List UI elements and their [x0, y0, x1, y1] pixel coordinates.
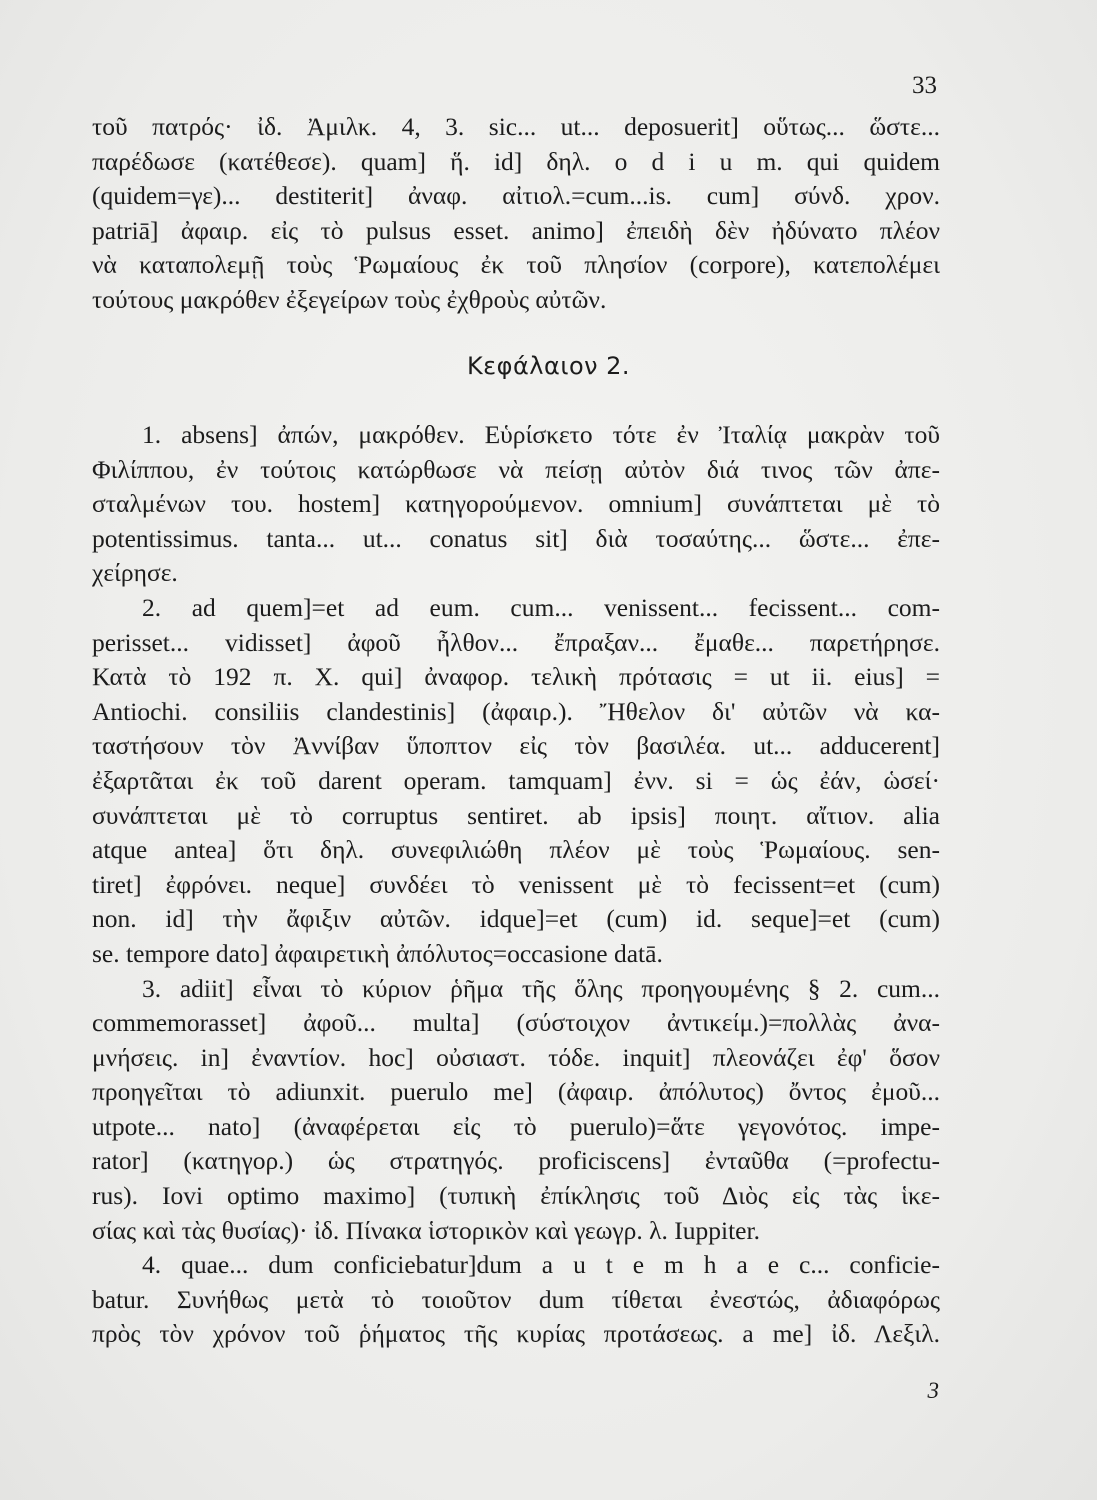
text-line: προηγεῖται τὸ adiunxit. puerulo me] (ἀφαιρ. ἀπόλυτος) ὄντος ἐμοῦ...	[92, 1077, 940, 1107]
text-line: μνήσεις. in] ἐναντίον. hoc] οὐσιαστ. τόδε. inquit] πλεονάζει ἐφ' ὅσον	[92, 1042, 940, 1072]
text-line: non. id] τὴν ἄφιξιν αὐτῶν. idque]=et (cum) id. seque]=et (cum)	[92, 904, 940, 934]
intro-paragraph	[92, 110, 940, 318]
text-line: (quidem=γε)... destiterit] ἀναφ. αἰτιολ.=cum...is. cum] σύνδ. χρον.	[92, 181, 940, 211]
text-line: patriā] ἀφαιρ. εἰς τὸ pulsus esset. animo] ἐπειδὴ δὲν ἠδύνατο πλέον	[92, 215, 940, 245]
signature-mark: 3	[927, 1378, 939, 1403]
text-line: potentissimus. tanta... ut... conatus sit] διὰ τοσαύτης... ὥστε... ἐπε-	[92, 523, 940, 553]
text-line: συνάπτεται μὲ τὸ corruptus sentiret. ab ipsis] ποιητ. αἴτιον. alia	[92, 800, 940, 830]
text-line: Κατὰ τὸ 192 π. Χ. qui] ἀναφορ. τελικὴ πρότασις = ut ii. eius] =	[92, 662, 940, 692]
text-line: νὰ καταπολεμῇ τοὺς Ῥωμαίους ἐκ τοῦ πλησίον (corpore), κατεπολέμει	[92, 250, 940, 280]
text-line: 4. quae... dum conficiebatur]dum a u t e m h a e c... conficie-	[142, 1250, 940, 1280]
text-line: πρὸς τὸν χρόνον τοῦ ῥήματος τῆς κυρίας προτάσεως. a me] ἰδ. Λεξιλ.	[92, 1319, 940, 1349]
text-line: utpote... nato] (ἀναφέρεται εἰς τὸ puerulo)=ἅτε γεγονότος. impe-	[92, 1111, 940, 1141]
text-line: tiret] ἐφρόνει. neque] συνδέει τὸ venissent μὲ τὸ fecissent=et (cum)	[92, 869, 940, 899]
text-line: 1. absens] ἀπών, μακρόθεν. Εὑρίσκετο τότε ἐν Ἰταλίᾳ μακρὰν τοῦ	[142, 420, 940, 449]
text-line: batur. Συνήθως μετὰ τὸ τοιοῦτον dum τίθεται ἐνεστώς, ἀδιαφόρως	[92, 1284, 940, 1314]
page-number: 33	[912, 72, 937, 99]
text-line: 2. ad quem]=et ad eum. cum... venissent... fecissent... com-	[142, 592, 940, 622]
text-line: 3. adiit] εἶναι τὸ κύριον ῥῆμα τῆς ὅλης προηγουμένης § 2. cum...	[142, 973, 940, 1003]
text-line: τούτους μακρόθεν ἐξεγείρων τοὺς ἐχθροὺς αὐτῶν.	[92, 284, 607, 314]
text-line: ἐξαρτᾶται ἐκ τοῦ darent operam. tamquam] ἐνν. si = ὡς ἐάν, ὡσεί·	[92, 765, 940, 795]
chapter-commentary	[92, 418, 940, 1352]
chapter-heading: Κεφάλαιον 2.	[466, 352, 631, 380]
text-line: rus). Iovi optimo maximo] (τυπικὴ ἐπίκλησις τοῦ Διὸς εἰς τὰς ἱκε-	[92, 1181, 940, 1211]
text-line: commemorasset] ἀφοῦ... multa] (σύστοιχον ἀντικείμ.)=πολλὰς ἀνα-	[92, 1008, 940, 1038]
text-line: Antiochi. consiliis clandestinis] (ἀφαιρ.). Ἤθελον δι' αὐτῶν νὰ κα-	[92, 696, 940, 726]
text-line: rator] (κατηγορ.) ὡς στρατηγός. proficiscens] ἐνταῦθα (=profectu-	[92, 1146, 940, 1176]
text-line: παρέδωσε (κατέθεσε). quam] ἥ. id] δηλ. o d i u m. qui quidem	[92, 146, 940, 176]
text-line: perisset... vidisset] ἀφοῦ ἦλθον... ἔπραξαν... ἔμαθε... παρετήρησε.	[92, 627, 940, 657]
text-line: se. tempore dato] ἀφαιρετικὴ ἀπόλυτος=occasione datā.	[92, 938, 663, 968]
text-line: σίας καὶ τὰς θυσίας)· ἰδ. Πίνακα ἱστορικὸν καὶ γεωγρ. λ. Iuppiter.	[92, 1215, 760, 1245]
text-line: σταλμένων του. hostem] κατηγορούμενον. omnium] συνάπτεται μὲ τὸ	[92, 489, 940, 519]
text-line: τοῦ πατρός· ἰδ. Ἀμιλκ. 4, 3. sic... ut... deposuerit] οὕτως... ὥστε...	[92, 112, 940, 141]
text-line: χείρησε.	[92, 558, 178, 588]
text-line: ταστήσουν τὸν Ἀννίβαν ὕποπτον εἰς τὸν βασιλέα. ut... adducerent]	[92, 731, 940, 761]
text-line: Φιλίππου, ἐν τούτοις κατώρθωσε νὰ πείσῃ αὐτὸν διά τινος τῶν ἀπε-	[92, 454, 940, 484]
text-line: atque antea] ὅτι δηλ. συνεφιλιώθη πλέον μὲ τοὺς Ῥωμαίους. sen-	[92, 835, 940, 865]
